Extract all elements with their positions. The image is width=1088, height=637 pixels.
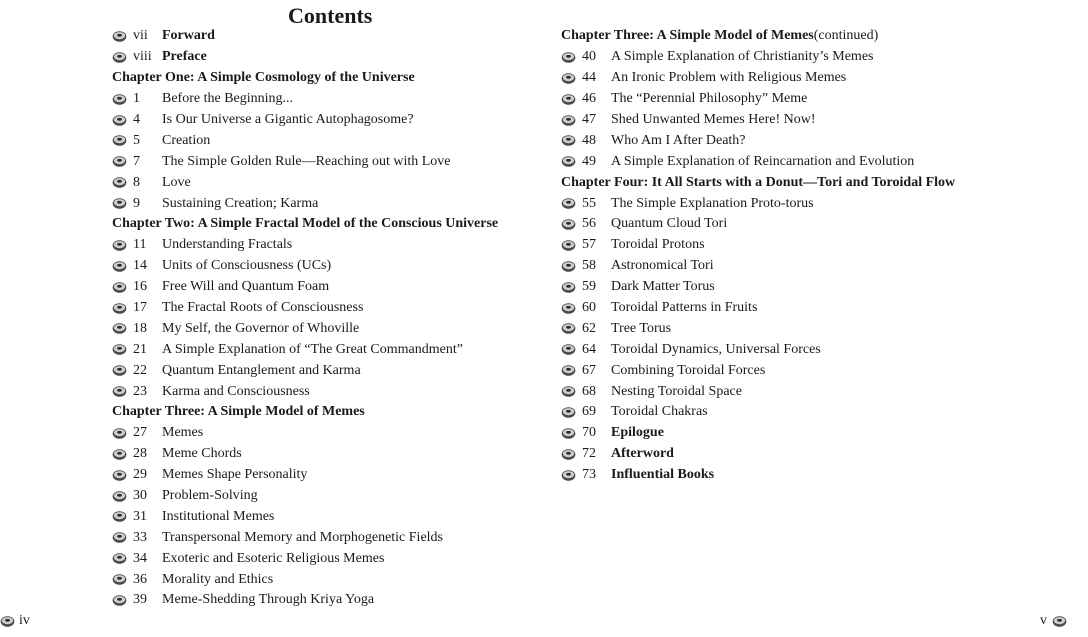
torus-icon [112, 134, 127, 147]
torus-icon [112, 197, 127, 210]
toc-entry[interactable] [561, 360, 1061, 381]
toc-entry[interactable] [112, 423, 542, 444]
torus-icon [112, 510, 127, 523]
chapter-heading [112, 214, 542, 235]
toc-entry[interactable] [112, 193, 542, 214]
toc-entry-title: A Simple Explanation of “The Great Commandment” [162, 341, 463, 357]
torus-icon [561, 260, 576, 273]
torus-icon [112, 343, 127, 356]
toc-entry-title: Problem-Solving [162, 488, 258, 504]
toc-entry[interactable] [561, 423, 1061, 444]
toc-entry-page: 22 [133, 362, 147, 378]
toc-entry-title: Karma and Consciousness [162, 383, 310, 399]
toc-entry[interactable] [561, 151, 1061, 172]
toc-entry-title: Who Am I After Death? [611, 132, 746, 148]
toc-entry[interactable] [112, 360, 542, 381]
toc-entry-title: Exoteric and Esoteric Religious Memes [162, 550, 385, 566]
torus-icon [112, 114, 127, 127]
toc-entry[interactable] [561, 193, 1061, 214]
torus-icon [561, 114, 576, 127]
toc-entry[interactable] [112, 151, 542, 172]
toc-entry-title: Astronomical Tori [611, 258, 714, 274]
torus-icon [112, 385, 127, 398]
toc-entry-page: 21 [133, 341, 147, 357]
toc-entry[interactable] [561, 298, 1061, 319]
toc-entry-page: 64 [582, 341, 596, 357]
contents-right-column [561, 26, 1061, 486]
toc-entry-title: My Self, the Governor of Whoville [162, 320, 360, 336]
toc-entry[interactable] [561, 402, 1061, 423]
toc-entry[interactable] [112, 569, 542, 590]
torus-icon [561, 302, 576, 315]
toc-entry-page: 47 [582, 112, 596, 127]
torus-icon [561, 364, 576, 377]
toc-entry[interactable] [112, 277, 542, 298]
torus-icon [112, 469, 127, 482]
torus-icon [561, 448, 576, 461]
toc-entry-title: Quantum Entanglement and Karma [162, 362, 361, 378]
torus-icon [561, 322, 576, 335]
toc-entry-title: Creation [162, 132, 211, 148]
toc-entry-page: 40 [582, 49, 596, 65]
toc-entry-title: Meme-Shedding Through Kriya Yoga [162, 592, 375, 608]
toc-entry-page: 72 [582, 446, 596, 462]
toc-entry[interactable] [561, 68, 1061, 89]
toc-entry[interactable] [112, 527, 542, 548]
torus-icon [112, 155, 127, 168]
toc-entry[interactable] [561, 89, 1061, 110]
toc-entry-title: A Simple Explanation of Christianity’s Memes [611, 49, 874, 65]
torus-icon [112, 322, 127, 335]
toc-entry-page: 30 [133, 488, 147, 504]
chapter-heading-text: Chapter Two: A Simple Fractal Model of the Conscious Universe [112, 216, 499, 232]
toc-entry[interactable] [112, 444, 542, 465]
torus-icon [112, 302, 127, 315]
toc-entry-page: 17 [133, 300, 147, 316]
toc-entry-title: Toroidal Patterns in Fruits [611, 300, 758, 316]
toc-entry-title: Dark Matter Torus [611, 279, 715, 295]
toc-entry[interactable] [112, 548, 542, 569]
toc-entry-page: 5 [133, 132, 140, 148]
toc-entry-page: 33 [133, 529, 147, 545]
chapter-heading-text: Chapter Three: A Simple Model of Memes [561, 28, 814, 44]
page-number-right-label: v [1040, 613, 1047, 628]
toc-entry[interactable] [561, 256, 1061, 277]
contents-left-column [112, 26, 542, 611]
toc-entry[interactable] [112, 172, 542, 193]
torus-icon [112, 281, 127, 294]
chapter-heading [112, 68, 542, 89]
chapter-heading-text: Chapter Four: It All Starts with a Donut—Tori and Toroidal Flow [561, 174, 956, 190]
toc-entry[interactable] [112, 318, 542, 339]
toc-entry-title: Forward [162, 28, 215, 44]
toc-entry-page: 36 [133, 571, 147, 587]
toc-entry-page: 8 [133, 174, 140, 190]
toc-entry[interactable] [112, 235, 542, 256]
toc-entry-title: Toroidal Dynamics, Universal Forces [611, 341, 821, 357]
toc-entry[interactable] [561, 130, 1061, 151]
toc-entry-page: 56 [582, 216, 596, 232]
toc-entry-title: Sustaining Creation; Karma [162, 195, 319, 211]
toc-entry-page: 69 [582, 404, 596, 420]
torus-icon [561, 134, 576, 147]
toc-entry-title: Transpersonal Memory and Morphogenetic Fields [162, 529, 443, 545]
toc-entry-page: 59 [582, 279, 596, 295]
toc-entry[interactable] [112, 590, 542, 611]
toc-entry-page: 18 [133, 320, 147, 336]
toc-entry[interactable] [112, 298, 542, 319]
toc-entry-page: 60 [582, 300, 596, 316]
toc-entry[interactable] [561, 47, 1061, 68]
toc-entry-title: Meme Chords [162, 446, 242, 462]
torus-icon [112, 552, 127, 565]
torus-icon [561, 427, 576, 440]
toc-entry-page: 34 [133, 550, 147, 566]
toc-entry-title: The Simple Explanation Proto-torus [611, 195, 814, 211]
toc-entry[interactable] [112, 26, 542, 47]
toc-entry-page: 39 [133, 592, 147, 608]
toc-entry[interactable] [112, 339, 542, 360]
toc-entry-title: A Simple Explanation of Reincarnation and Evolution [611, 153, 915, 169]
toc-entry[interactable] [561, 381, 1061, 402]
toc-entry-page: 23 [133, 383, 147, 399]
toc-entry[interactable] [561, 318, 1061, 339]
torus-icon [112, 364, 127, 377]
toc-entry[interactable] [561, 277, 1061, 298]
torus-icon [112, 573, 127, 586]
toc-entry-page: 68 [582, 383, 596, 399]
chapter-heading-text: Chapter One: A Simple Cosmology of the Universe [112, 70, 415, 86]
toc-entry[interactable] [112, 465, 542, 486]
toc-entry[interactable] [112, 256, 542, 277]
toc-entry-title: Memes [162, 425, 204, 441]
toc-entry-title: Toroidal Chakras [611, 404, 708, 420]
page-number-left [0, 613, 30, 629]
toc-entry-page: 44 [582, 70, 596, 86]
torus-icon [1052, 615, 1067, 628]
torus-icon [561, 385, 576, 398]
toc-entry-page: 58 [582, 258, 596, 274]
toc-entry-page: 57 [582, 237, 596, 253]
page-number-right [1040, 613, 1067, 629]
toc-entry-title: Tree Torus [611, 320, 672, 336]
toc-entry-page: 73 [582, 467, 596, 483]
toc-entry[interactable] [561, 444, 1061, 465]
toc-entry-page: 67 [582, 362, 596, 378]
toc-entry-title: Shed Unwanted Memes Here! Now! [611, 112, 816, 127]
chapter-heading [112, 402, 542, 423]
toc-entry-page: 11 [133, 237, 147, 253]
page-title: Contents [288, 3, 373, 28]
page-number-left-label: iv [19, 613, 30, 628]
toc-entry-title: Nesting Toroidal Space [611, 383, 742, 399]
torus-icon [112, 427, 127, 440]
torus-icon [112, 531, 127, 544]
chapter-heading [561, 172, 1061, 193]
torus-icon [561, 343, 576, 356]
toc-entry-title: Preface [162, 49, 207, 65]
toc-entry-title: Combining Toroidal Forces [611, 362, 766, 378]
toc-entry-page: 46 [582, 91, 596, 107]
toc-entry-page: 27 [133, 425, 147, 441]
toc-entry-page: 4 [133, 112, 140, 127]
toc-entry-title: The Fractal Roots of Consciousness [162, 300, 364, 316]
toc-entry-title: Understanding Fractals [162, 237, 293, 253]
torus-icon [561, 239, 576, 252]
toc-entry[interactable] [112, 110, 542, 131]
toc-entry-title: Memes Shape Personality [162, 467, 308, 483]
toc-entry-title: Quantum Cloud Tori [611, 216, 728, 232]
toc-entry-title: Free Will and Quantum Foam [162, 279, 330, 295]
toc-entry-page: 1 [133, 91, 140, 107]
chapter-heading [561, 26, 1061, 47]
toc-entry[interactable] [561, 214, 1061, 235]
toc-entry-page: 29 [133, 467, 147, 483]
toc-entry-page: 49 [582, 153, 596, 169]
toc-entry-title: Before the Beginning... [162, 91, 294, 107]
torus-icon [112, 594, 127, 607]
torus-icon [0, 615, 15, 628]
toc-entry-page: 28 [133, 446, 147, 462]
toc-entry-page: 31 [133, 508, 147, 524]
torus-icon [112, 30, 127, 43]
toc-entry-title: Is Our Universe a Gigantic Autophagosome? [162, 112, 414, 127]
toc-entry[interactable] [112, 89, 542, 110]
toc-entry[interactable] [561, 465, 1061, 486]
toc-entry-page: 48 [582, 132, 596, 148]
torus-icon [112, 260, 127, 273]
torus-icon [112, 490, 127, 503]
toc-entry[interactable] [112, 506, 542, 527]
toc-entry-title: Afterword [611, 446, 674, 462]
toc-entry-page: 14 [133, 258, 147, 274]
toc-entry[interactable] [561, 235, 1061, 256]
toc-entry-title: Units of Consciousness (UCs) [162, 258, 332, 274]
toc-entry-page: 7 [133, 153, 140, 169]
toc-entry[interactable] [561, 110, 1061, 131]
toc-entry-title: Toroidal Protons [611, 237, 705, 253]
toc-entry-page: 70 [582, 425, 596, 441]
torus-icon [561, 218, 576, 231]
toc-entry-page: 16 [133, 279, 147, 295]
toc-entry-title: The Simple Golden Rule—Reaching out with Love [162, 153, 451, 169]
torus-icon [112, 176, 127, 189]
toc-entry-page: 9 [133, 195, 140, 211]
chapter-heading-continued: (continued) [813, 28, 879, 44]
torus-icon [561, 281, 576, 294]
toc-entry-title: Love [162, 174, 191, 190]
torus-icon [561, 72, 576, 85]
toc-entry[interactable] [561, 339, 1061, 360]
torus-icon [112, 448, 127, 461]
toc-entry-title: Morality and Ethics [162, 571, 274, 587]
toc-entry-page: 62 [582, 320, 596, 336]
torus-icon [561, 93, 576, 106]
toc-entry-title: The “Perennial Philosophy” Meme [611, 91, 808, 107]
toc-entry-page: vii [133, 28, 148, 44]
toc-entry-title: Epilogue [611, 425, 664, 441]
toc-entry-title: An Ironic Problem with Religious Memes [611, 70, 847, 86]
torus-icon [561, 51, 576, 64]
toc-entry-page: viii [133, 49, 152, 65]
toc-entry-title: Influential Books [611, 467, 715, 483]
toc-entry[interactable] [112, 486, 542, 507]
torus-icon [112, 93, 127, 106]
torus-icon [561, 197, 576, 210]
toc-entry[interactable] [112, 47, 542, 68]
torus-icon [561, 406, 576, 419]
torus-icon [112, 239, 127, 252]
torus-icon [561, 155, 576, 168]
toc-entry-title: Institutional Memes [162, 508, 275, 524]
chapter-heading-text: Chapter Three: A Simple Model of Memes [112, 404, 365, 420]
toc-entry[interactable] [112, 381, 542, 402]
torus-icon [561, 469, 576, 482]
torus-icon [112, 51, 127, 64]
toc-entry[interactable] [112, 130, 542, 151]
toc-entry-page: 55 [582, 195, 596, 211]
